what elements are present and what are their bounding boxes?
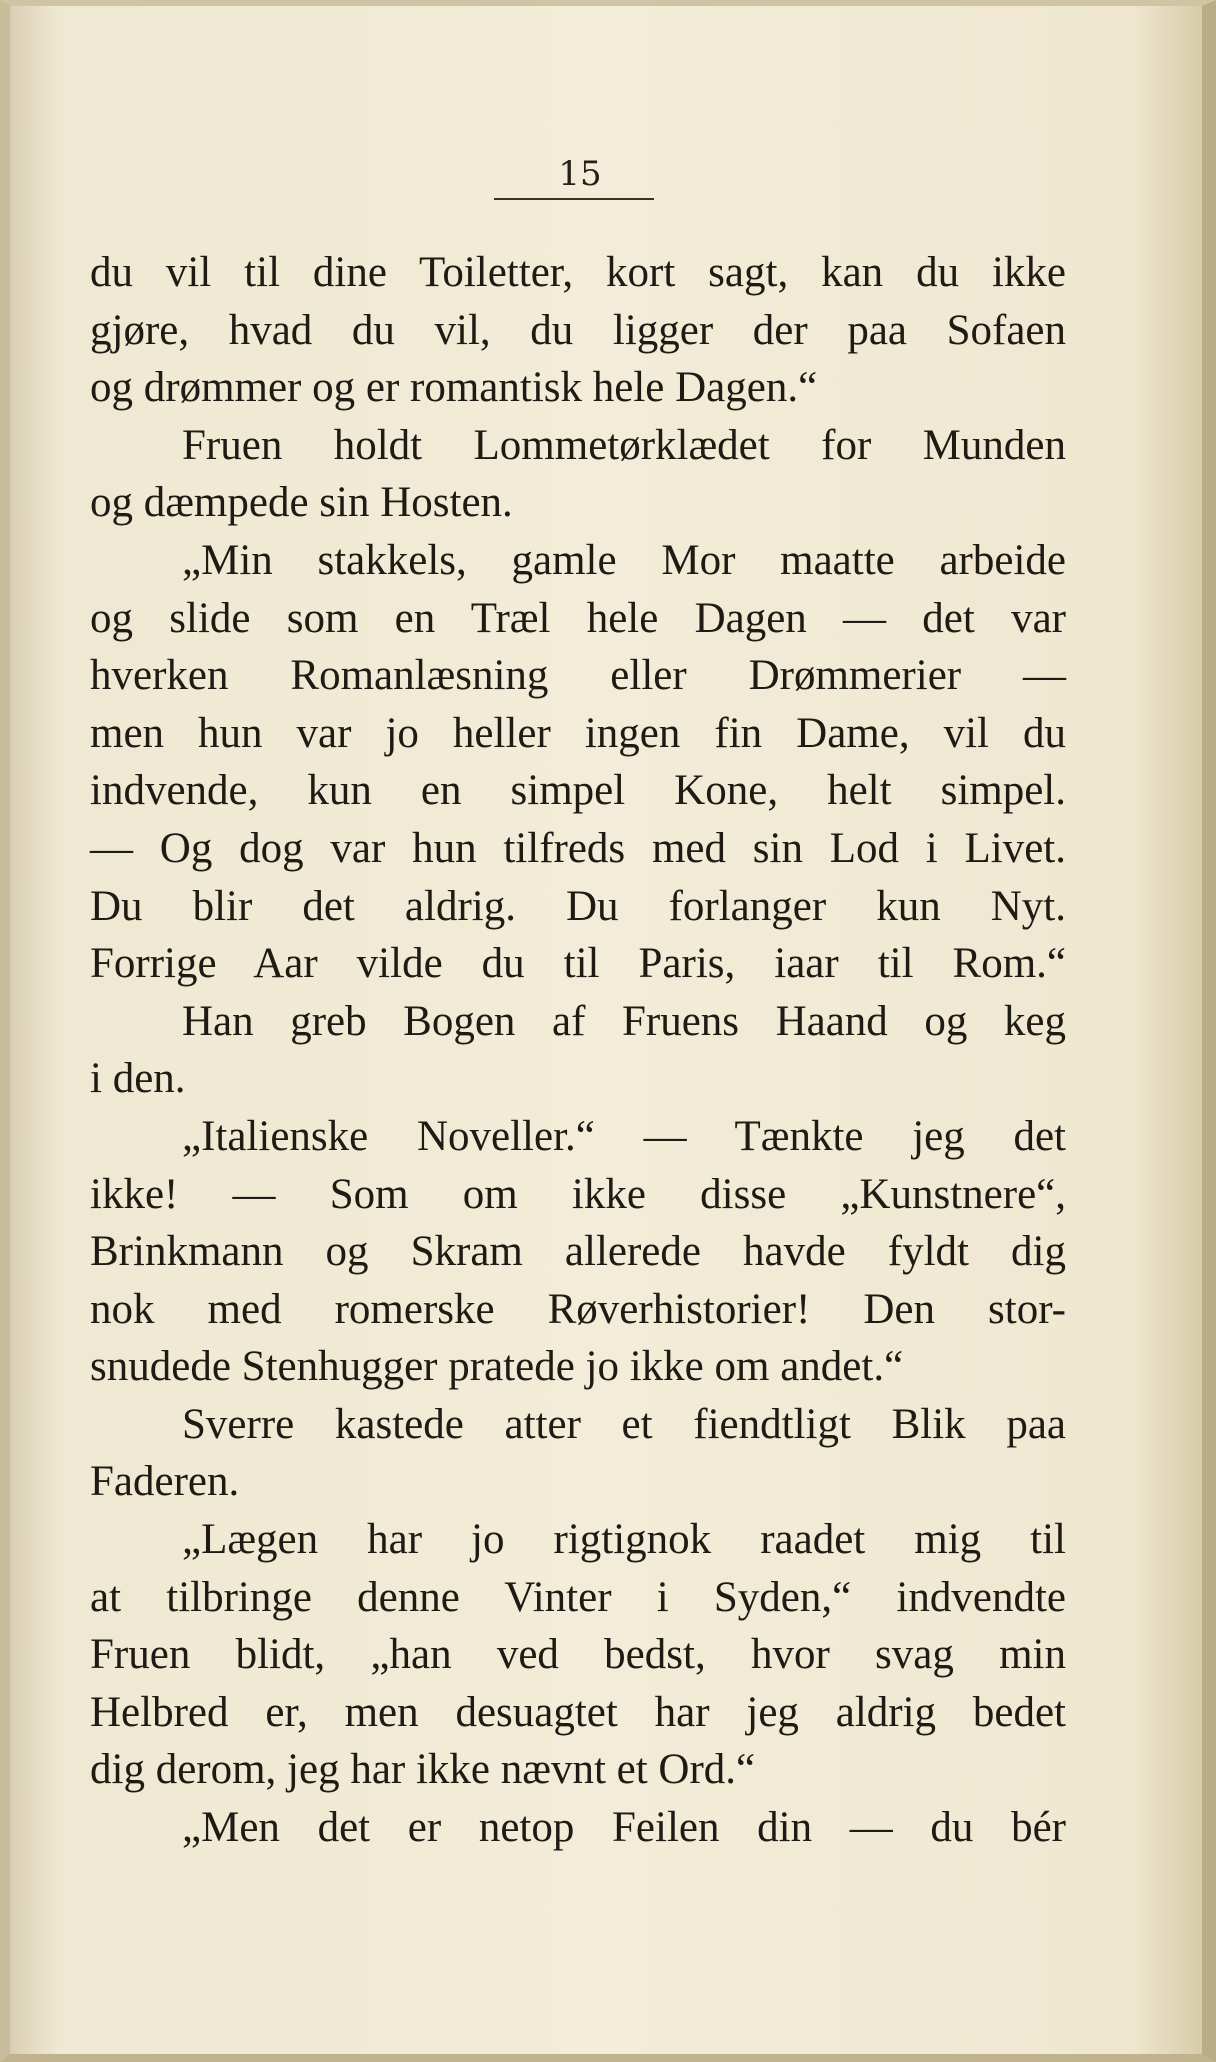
text-line: „Men det er netop Feilen din — du bér bbox=[182, 1804, 1066, 1852]
body-text bbox=[90, 244, 1066, 1857]
text-line: men hun var jo heller ingen fin Dame, vil du bbox=[90, 709, 1066, 757]
text-line: hverken Romanlæsning eller Drømmerier — bbox=[90, 652, 1066, 700]
text-line: og dæmpede sin Hosten. bbox=[90, 479, 513, 527]
text-line: snudede Stenhugger pratede jo ikke om andet.“ bbox=[90, 1343, 904, 1391]
text-line: du vil til dine Toiletter, kort sagt, kan du ikke bbox=[90, 249, 1066, 296]
text-line: indvende, kun en simpel Kone, helt simpel. bbox=[90, 767, 1066, 815]
text-line: Faderen. bbox=[90, 1458, 240, 1506]
text-line: Forrige Aar vilde du til Paris, iaar til Rom.“ bbox=[90, 940, 1066, 988]
text-line: nok med romerske Røverhistorier! Den stor- bbox=[90, 1285, 1066, 1333]
text-line: „Min stakkels, gamle Mor maatte arbeide bbox=[182, 536, 1066, 584]
text-line: Du blir det aldrig. Du forlanger kun Nyt. bbox=[90, 882, 1066, 930]
text-line: og slide som en Træl hele Dagen — det var bbox=[90, 594, 1066, 642]
text-line: Helbred er, men desuagtet har jeg aldrig bedet bbox=[90, 1688, 1066, 1736]
text-line: — Og dog var hun tilfreds med sin Lod i Livet. bbox=[90, 824, 1066, 872]
text-line: Fruen blidt, „han ved bedst, hvor svag min bbox=[90, 1631, 1066, 1679]
header-rule bbox=[494, 198, 654, 200]
text-line: og drømmer og er romantisk hele Dagen.“ bbox=[90, 364, 818, 412]
text-line: „Lægen har jo rigtignok raadet mig til bbox=[182, 1516, 1066, 1564]
text-line: dig derom, jeg har ikke nævnt et Ord.“ bbox=[90, 1746, 756, 1794]
text-line: i den. bbox=[90, 1055, 186, 1103]
text-line: gjøre, hvad du vil, du ligger der paa Sofaen bbox=[90, 306, 1066, 354]
text-line: at tilbringe denne Vinter i Syden,“ indvendte bbox=[90, 1573, 1066, 1621]
text-line: Brinkmann og Skram allerede havde fyldt dig bbox=[90, 1228, 1066, 1276]
text-line: Sverre kastede atter et fiendtligt Blik paa bbox=[182, 1400, 1066, 1448]
text-line: ikke! — Som om ikke disse „Kunstnere“, bbox=[90, 1170, 1066, 1218]
text-line: Han greb Bogen af Fruens Haand og keg bbox=[182, 997, 1066, 1045]
page-number: 15 bbox=[558, 154, 602, 194]
text-line: Fruen holdt Lommetørklædet for Munden bbox=[182, 421, 1066, 469]
text-line: „Italienske Noveller.“ — Tænkte jeg det bbox=[182, 1112, 1066, 1160]
